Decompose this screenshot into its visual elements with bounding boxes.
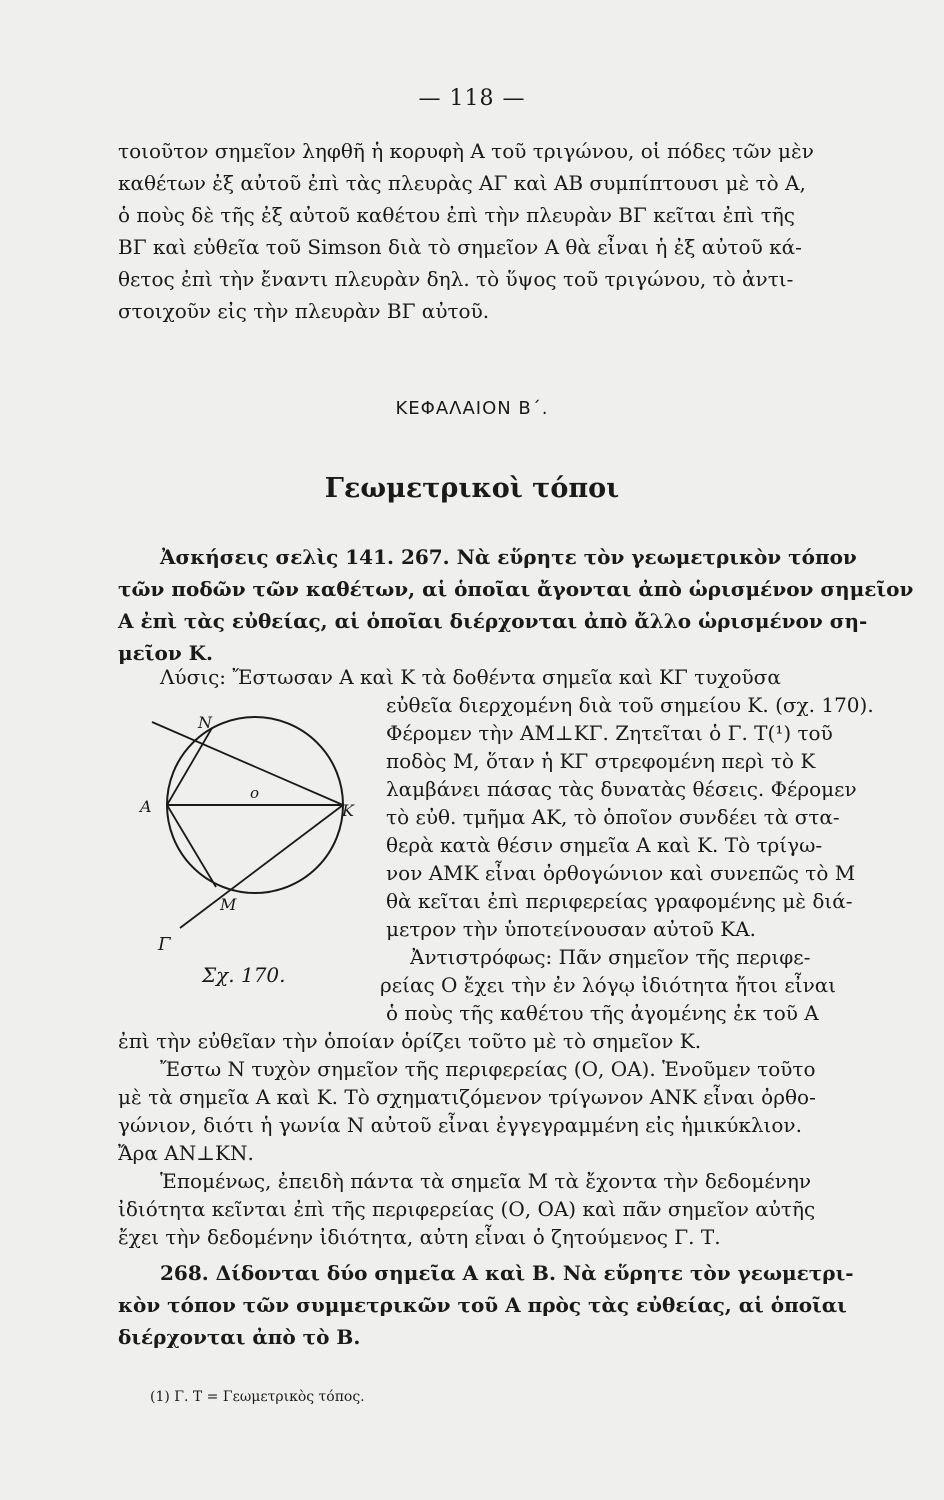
line-kn — [152, 722, 343, 805]
text-line: καθέτων ἐξ αὐτοῦ ἐπὶ τὰς πλευρὰς ΑΓ καὶ ΑΒ συμπίπτουσι μὲ τὸ Α, — [118, 171, 806, 195]
label-g: Γ — [158, 934, 171, 955]
section-title: Γεωμετρικοὶ τόποι — [324, 473, 620, 504]
text-line: ρείας Ο ἔχει τὴν ἐν λόγῳ ἰδιότητα ἤτοι εἶναι — [380, 973, 837, 997]
text-line: μὲ τὰ σημεῖα Α καὶ Κ. Τὸ σχηματιζόμενον τρίγωνον ΑΝΚ εἶναι ὀρθο- — [118, 1085, 816, 1109]
figure-caption: Σχ. 170. — [202, 963, 286, 987]
text-line: Ἀντιστρόφως: Πᾶν σημεῖον τῆς περιφε- — [410, 945, 811, 969]
text-line: Α ἐπὶ τὰς εὐθείας, αἱ ὁποῖαι διέρχονται ἀπὸ ἄλλο ὡρισμένον ση- — [118, 609, 868, 633]
line-am — [167, 805, 216, 887]
text-line: τὸ εὐθ. τμῆμα ΑΚ, τὸ ὁποῖον συνδέει τὰ στα- — [386, 805, 840, 829]
text-line: Ἔστω Ν τυχὸν σημεῖον τῆς περιφερείας (Ο, ΟΑ). Ἑνοῦμεν τοῦτο — [160, 1057, 816, 1081]
figure-170 — [130, 706, 380, 996]
text-line: θερὰ κατὰ θέσιν σημεῖα Α καὶ Κ. Τὸ τρίγω- — [386, 833, 823, 857]
text-line: μετρον τὴν ὑποτείνουσαν αὐτοῦ ΚΑ. — [386, 917, 756, 941]
text-line: νον ΑΜΚ εἶναι ὀρθογώνιον καὶ συνεπῶς τὸ Μ — [386, 861, 856, 885]
text-line: 268. Δίδονται δύο σημεῖα Α καὶ Β. Νὰ εὕρητε τὸν γεωμετρι- — [160, 1261, 854, 1285]
text-line: Ἑπομένως, ἐπειδὴ πάντα τὰ σημεῖα Μ τὰ ἔχοντα τὴν δεδομένην — [160, 1169, 812, 1193]
text-line: ὁ ποὺς τῆς καθέτου τῆς ἀγομένης ἐκ τοῦ Α — [386, 1001, 819, 1025]
label-n: Ν — [198, 713, 212, 732]
text-line: Ἀσκήσεις σελὶς 141. 267. Νὰ εὕρητε τὸν γεωμετρικὸν τόπον — [160, 545, 857, 569]
text-line: Φέρομεν τὴν ΑΜ⊥ΚΓ. Ζητεῖται ὁ Γ. Τ(¹) τοῦ — [386, 721, 833, 745]
page-number: — 118 — — [418, 86, 526, 111]
text-line: ποδὸς Μ, ὅταν ἡ ΚΓ στρεφομένη περὶ τὸ Κ — [386, 749, 816, 773]
text-line: μεῖον Κ. — [118, 641, 213, 665]
label-m: Μ — [220, 895, 237, 914]
text-line: στοιχοῦν εἰς τὴν πλευρὰν ΒΓ αὐτοῦ. — [118, 299, 490, 323]
text-line: ὁ ποὺς δὲ τῆς ἐξ αὐτοῦ καθέτου ἐπὶ τὴν πλευρὰν ΒΓ κεῖται ἐπὶ τῆς — [118, 203, 795, 227]
text-line: κὸν τόπον τῶν συμμετρικῶν τοῦ Α πρὸς τὰς εὐθείας, αἱ ὁποῖαι — [118, 1293, 847, 1317]
chapter-heading: ΚΕΦΑΛΑΙΟΝ Β΄. — [395, 398, 549, 419]
line-an — [167, 728, 212, 805]
text-line: λαμβάνει πάσας τὰς δυνατὰς θέσεις. Φέρομεν — [386, 777, 857, 801]
text-line: ΒΓ καὶ εὐθεῖα τοῦ Simson διὰ τὸ σημεῖον Α θὰ εἶναι ἡ ἐξ αὐτοῦ κά- — [118, 235, 802, 259]
text-line: θετος ἐπὶ τὴν ἔναντι πλευρὰν δηλ. τὸ ὕψος τοῦ τριγώνου, τὸ ἀντι- — [118, 267, 794, 291]
text-line: Ἄρα ΑΝ⊥ΚΝ. — [118, 1141, 254, 1165]
text-line: Λύσις: Ἔστωσαν Α καὶ Κ τὰ δοθέντα σημεῖα καὶ ΚΓ τυχοῦσα — [160, 665, 781, 689]
text-line: θὰ κεῖται ἐπὶ περιφερείας γραφομένης μὲ διά- — [386, 889, 853, 913]
text-line: εὐθεῖα διερχομένη διὰ τοῦ σημείου Κ. (σχ. 170). — [386, 693, 874, 717]
label-o: ο — [250, 784, 260, 802]
text-line: γώνιον, διότι ἡ γωνία Ν αὐτοῦ εἶναι ἐγγεγραμμένη εἰς ἡμικύκλιον. — [118, 1113, 802, 1137]
label-a: Α — [140, 797, 152, 816]
text-line: διέρχονται ἀπὸ τὸ Β. — [118, 1325, 361, 1349]
label-k: Κ — [342, 801, 354, 820]
footnote: (1) Γ. Τ = Γεωμετρικὸς τόπος. — [150, 1389, 365, 1405]
text-line: ἔχει τὴν δεδομένην ἰδιότητα, αὐτη εἶναι ὁ ζητούμενος Γ. Τ. — [118, 1225, 721, 1249]
text-line: τῶν ποδῶν τῶν καθέτων, αἱ ὁποῖαι ἄγονται ἀπὸ ὡρισμένον σημεῖον — [118, 577, 914, 601]
text-line: ἰδιότητα κεῖνται ἐπὶ τῆς περιφερείας (Ο, ΟΑ) καὶ πᾶν σημεῖον αὐτῆς — [118, 1197, 816, 1221]
text-line: ἐπὶ τὴν εὐθεῖαν τὴν ὁποίαν ὁρίζει τοῦτο μὲ τὸ σημεῖον Κ. — [118, 1029, 702, 1053]
text-line: τοιοῦτον σημεῖον ληφθῆ ἡ κορυφὴ Α τοῦ τριγώνου, οἱ πόδες τῶν μὲν — [118, 139, 814, 163]
